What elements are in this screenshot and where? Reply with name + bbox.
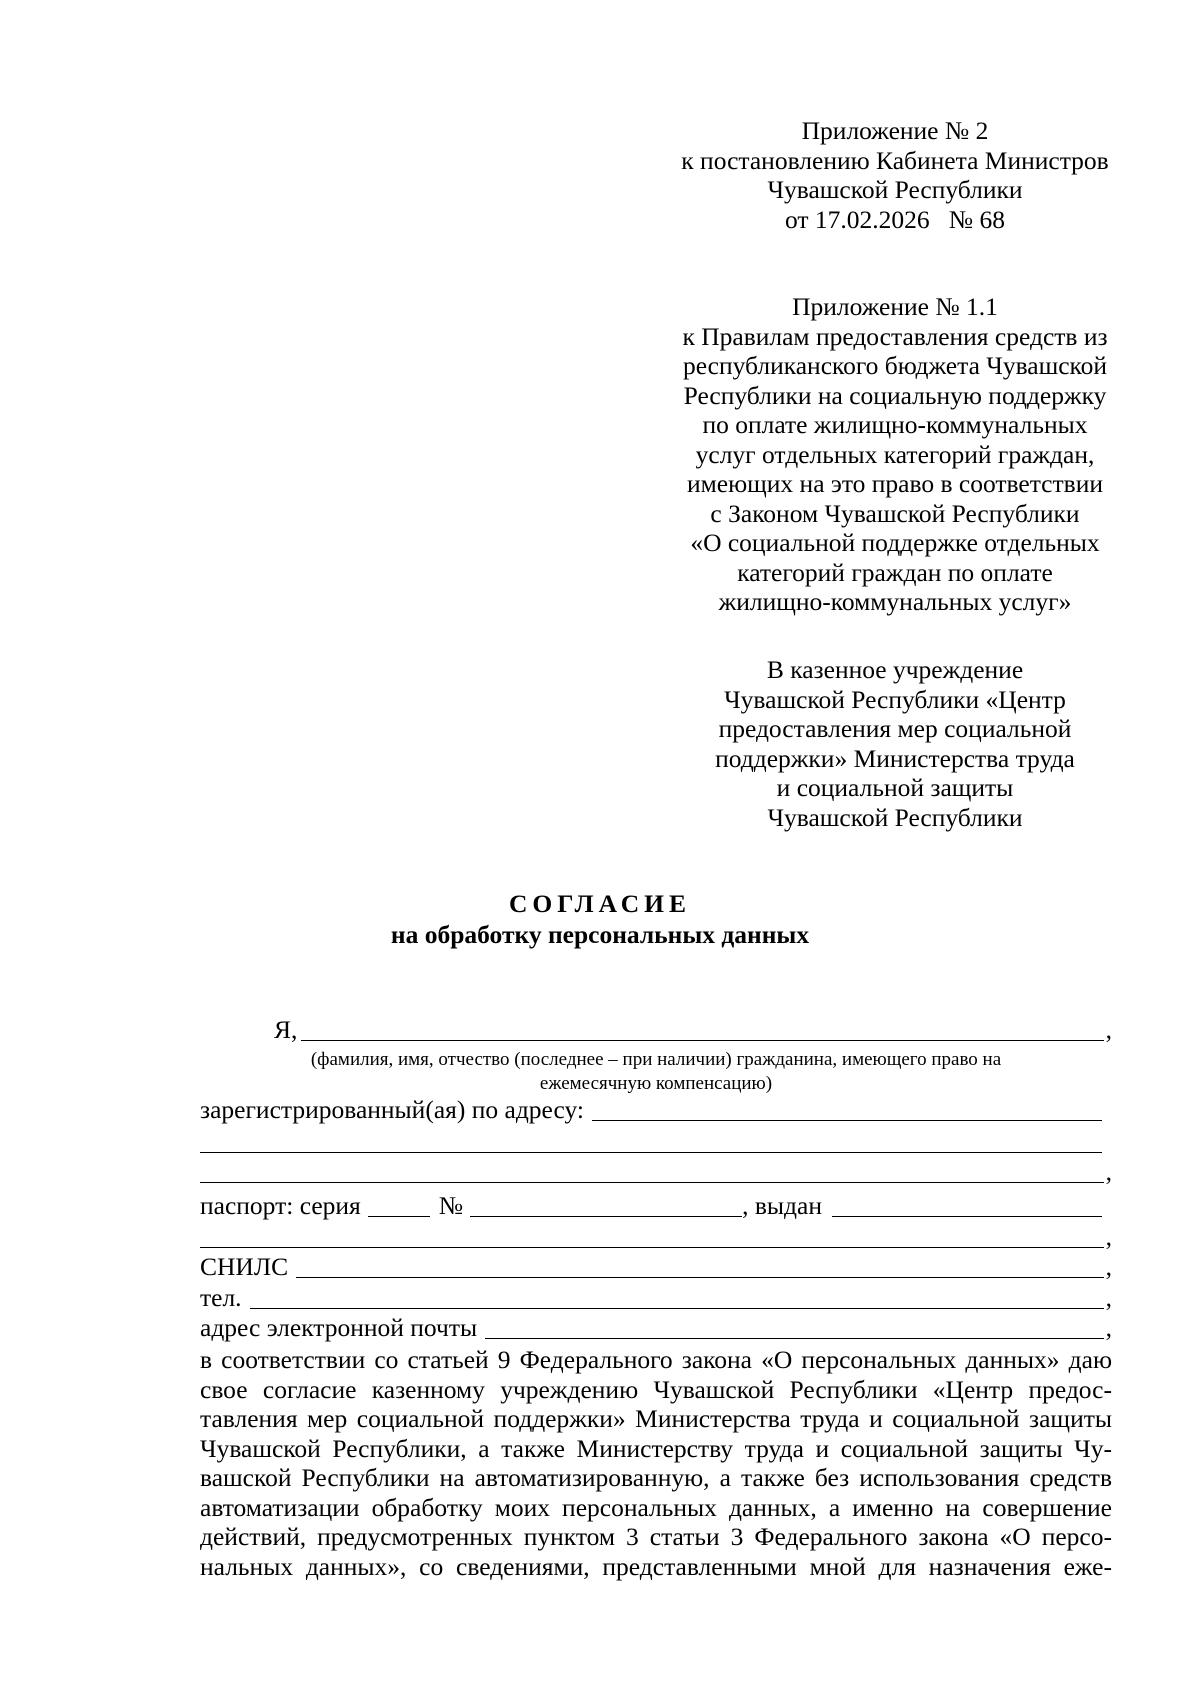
passport-series-field[interactable] [368,1194,430,1217]
appendix-1-1-line: жилищно-коммунальных услуг» [718,587,1072,616]
snils-field[interactable] [296,1255,1103,1278]
address-field-3[interactable] [200,1160,1104,1183]
appendix-2-header [662,116,1128,234]
passport-issued-label: , выдан [742,1191,822,1220]
appendix-1-1-line: категорий граждан по оплате [737,557,1053,587]
address-field-1[interactable] [592,1098,1102,1121]
comma: , [1105,1157,1112,1186]
appendix-2-line: от 17.02.2026 № 68 [784,204,1005,234]
name-hint-line: (фамилия, имя, отчество (последнее – при наличии) гражданина, имеющего право на [310,1049,1002,1070]
phone-field[interactable] [250,1286,1104,1309]
document-subtitle: на обработку персональных данных [390,920,810,949]
consent-line: действий, предусмотренных пунктом 3 статьи 3 Федерального закона «О персо- [200,1522,1112,1551]
appendix-2-line: Приложение № 2 [801,116,989,145]
passport-row-2 [200,1222,1112,1252]
name-hint-line: ежемесячную компенсацию) [539,1073,773,1094]
email-row [200,1313,1112,1343]
passport-issued-field-2[interactable] [200,1225,1104,1248]
passport-issued-field[interactable] [832,1194,1102,1217]
appendix-1-1-line: Приложение № 1.1 [792,292,998,321]
consent-body [200,1345,1112,1581]
consent-line: автоматизации обработку моих персональных данных, а именно на совершение [200,1492,1112,1522]
consent-line: тавления мер социальной поддержки» Министерства труда и социальной защиты [200,1404,1112,1433]
registered-address-label: зарегистрированный(ая) по адресу: [200,1095,584,1124]
addressee-line: Чувашской Республики «Центр [724,684,1066,714]
consent-line: нальных данных», со сведениями, представленными мной для назначения еже- [200,1551,1112,1581]
appendix-1-1-line: к Правилам предоставления средств из [682,321,1108,351]
passport-series-label: паспорт: серия [200,1191,361,1220]
address-row [200,1095,1112,1125]
comma: , [1105,1313,1112,1342]
passport-row [200,1191,1112,1221]
comma: , [1105,1283,1112,1312]
address-row-2 [200,1127,1112,1157]
phone-row [200,1283,1112,1313]
appendix-1-1-header [662,292,1128,617]
comma: , [1105,1252,1112,1281]
name-row [274,1015,1112,1045]
snils-label: СНИЛС [200,1252,289,1281]
consent-line: в соответствии со статьей 9 Федерального закона «О персональных данных» даю [200,1345,1112,1374]
appendix-1-1-line: с Законом Чувашской Республики [710,498,1080,528]
addressee-line: и социальной защиты [776,773,1014,802]
consent-line: вашской Республики на автоматизированную, а также без использования средств [200,1463,1112,1492]
name-hint [200,1048,1112,1096]
email-label: адрес электронной почты [200,1313,478,1342]
phone-label: тел. [200,1283,242,1312]
i-label: Я, [274,1015,298,1044]
appendix-1-1-line: Республики на социальную поддержку [683,380,1107,410]
email-field[interactable] [485,1316,1103,1339]
appendix-2-line: к постановлению Кабинета Министров [681,145,1109,175]
appendix-1-1-line: по оплате жилищно-коммунальных [702,410,1088,439]
consent-line: свое согласие казенному учреждению Чувашской Республики «Центр предос- [200,1374,1112,1404]
appendix-1-1-line: услуг отдельных категорий граждан, [695,439,1095,469]
comma: , [1105,1015,1112,1044]
address-field-2[interactable] [200,1130,1102,1153]
addressee-block [662,655,1128,832]
addressee-line: Чувашской Республики [767,802,1023,832]
document-title: СОГЛАСИЕ [508,889,692,918]
consent-line: Чувашской Республики, а также Министерству труда и социальной защиты Чу- [200,1433,1112,1463]
comma: , [1105,1222,1112,1251]
addressee-line: предоставления мер социальной [718,714,1072,743]
appendix-1-1-line: имеющих на это право в соответствии [687,469,1103,498]
passport-number-field[interactable] [470,1194,742,1217]
addressee-line: поддержки» Министерства труда [715,743,1075,773]
full-name-field[interactable] [301,1018,1103,1041]
appendix-2-line: Чувашской Республики [767,175,1023,204]
appendix-1-1-line: «О социальной поддержке отдельных [690,528,1100,557]
passport-number-label: № [438,1191,464,1220]
snils-row [200,1252,1112,1282]
addressee-line: В казенное учреждение [766,655,1024,684]
appendix-1-1-line: республиканского бюджета Чувашской [682,351,1108,380]
address-row-3 [200,1157,1112,1187]
